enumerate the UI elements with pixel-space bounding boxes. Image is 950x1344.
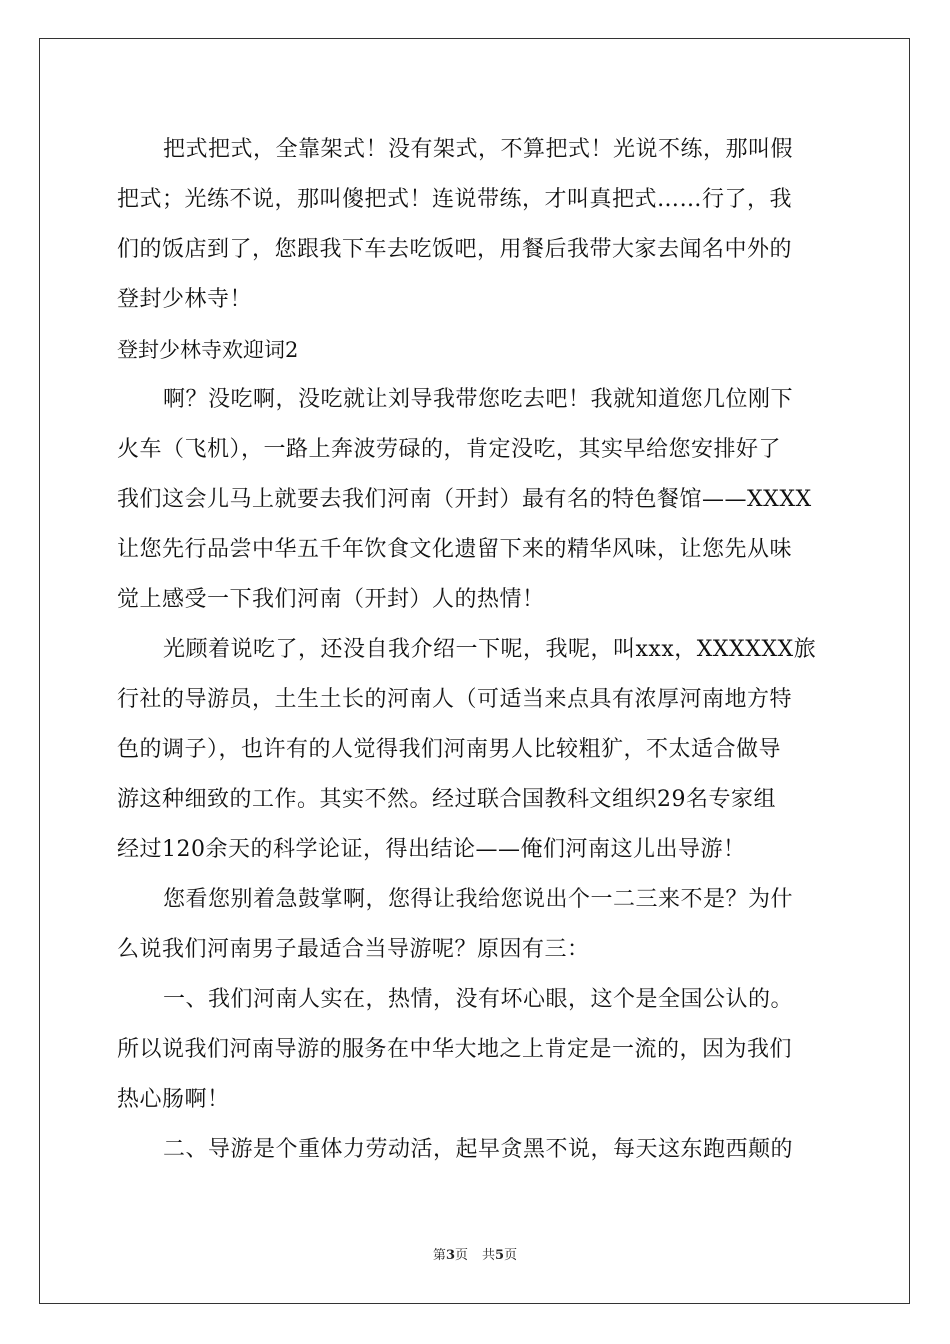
footer-page-current: 3 bbox=[445, 1248, 455, 1263]
text-line: 觉上感受一下我们河南（开封）人的热情！ bbox=[117, 587, 545, 612]
text-line: 所以说我们河南导游的服务在中华大地之上肯定是一流的，因为我们 bbox=[117, 1037, 793, 1062]
text-line: 登封少林寺！ bbox=[117, 287, 253, 312]
text-line: 把式把式，全靠架式！没有架式，不算把式！光说不练，那叫假 bbox=[163, 137, 794, 162]
text-line: 让您先行品尝中华五千年饮食文化遗留下来的精华风味，让您先从味 bbox=[117, 537, 793, 562]
text-line: 一、我们河南人实在，热情，没有坏心眼，这个是全国公认的。 bbox=[163, 987, 794, 1012]
text-line: 二、导游是个重体力劳动活，起早贪黑不说，每天这东跑西颠的 bbox=[163, 1137, 794, 1162]
page-footer bbox=[0, 1247, 950, 1265]
footer-page-total: 5 bbox=[495, 1248, 505, 1263]
text-line: 色的调子），也许有的人觉得我们河南男人比较粗犷，不太适合做导 bbox=[117, 737, 782, 762]
text-line: 我们这会儿马上就要去我们河南（开封）最有名的特色餐馆——XXXX bbox=[117, 487, 812, 512]
text-line: 经过120余天的科学论证，得出结论——俺们河南这儿出导游！ bbox=[117, 837, 746, 862]
text-line: 行社的导游员，土生土长的河南人（可适当来点具有浓厚河南地方特 bbox=[117, 687, 793, 712]
text-line: 您看您别着急鼓掌啊，您得让我给您说出个一二三来不是？为什 bbox=[163, 887, 794, 912]
text-line: 热心肠啊！ bbox=[117, 1087, 230, 1112]
footer-page-prefix: 第 bbox=[432, 1248, 446, 1263]
footer-total-prefix: 共 bbox=[482, 1248, 496, 1263]
footer-total-suffix: 页 bbox=[504, 1248, 518, 1263]
text-line: 游这种细致的工作。其实不然。经过联合国教科文组织29名专家组 bbox=[117, 787, 776, 812]
text-line: 光顾着说吃了，还没自我介绍一下呢，我呢，叫xxx，XXXXXX旅 bbox=[163, 637, 817, 662]
text-line: 啊？没吃啊，没吃就让刘导我带您吃去吧！我就知道您几位刚下 bbox=[163, 387, 794, 412]
text-line: 么说我们河南男子最适合当导游呢？原因有三： bbox=[117, 937, 590, 962]
text-line: 们的饭店到了，您跟我下车去吃饭吧，用餐后我带大家去闻名中外的 bbox=[117, 237, 793, 262]
text-line: 火车（飞机），一路上奔波劳碌的，肯定没吃，其实早给您安排好了 bbox=[117, 437, 782, 462]
text-line: 把式；光练不说，那叫傻把式！连说带练，才叫真把式……行了，我 bbox=[117, 187, 793, 212]
section-heading: 登封少林寺欢迎词2 bbox=[117, 338, 299, 362]
footer-page-mid: 页 bbox=[454, 1248, 468, 1263]
